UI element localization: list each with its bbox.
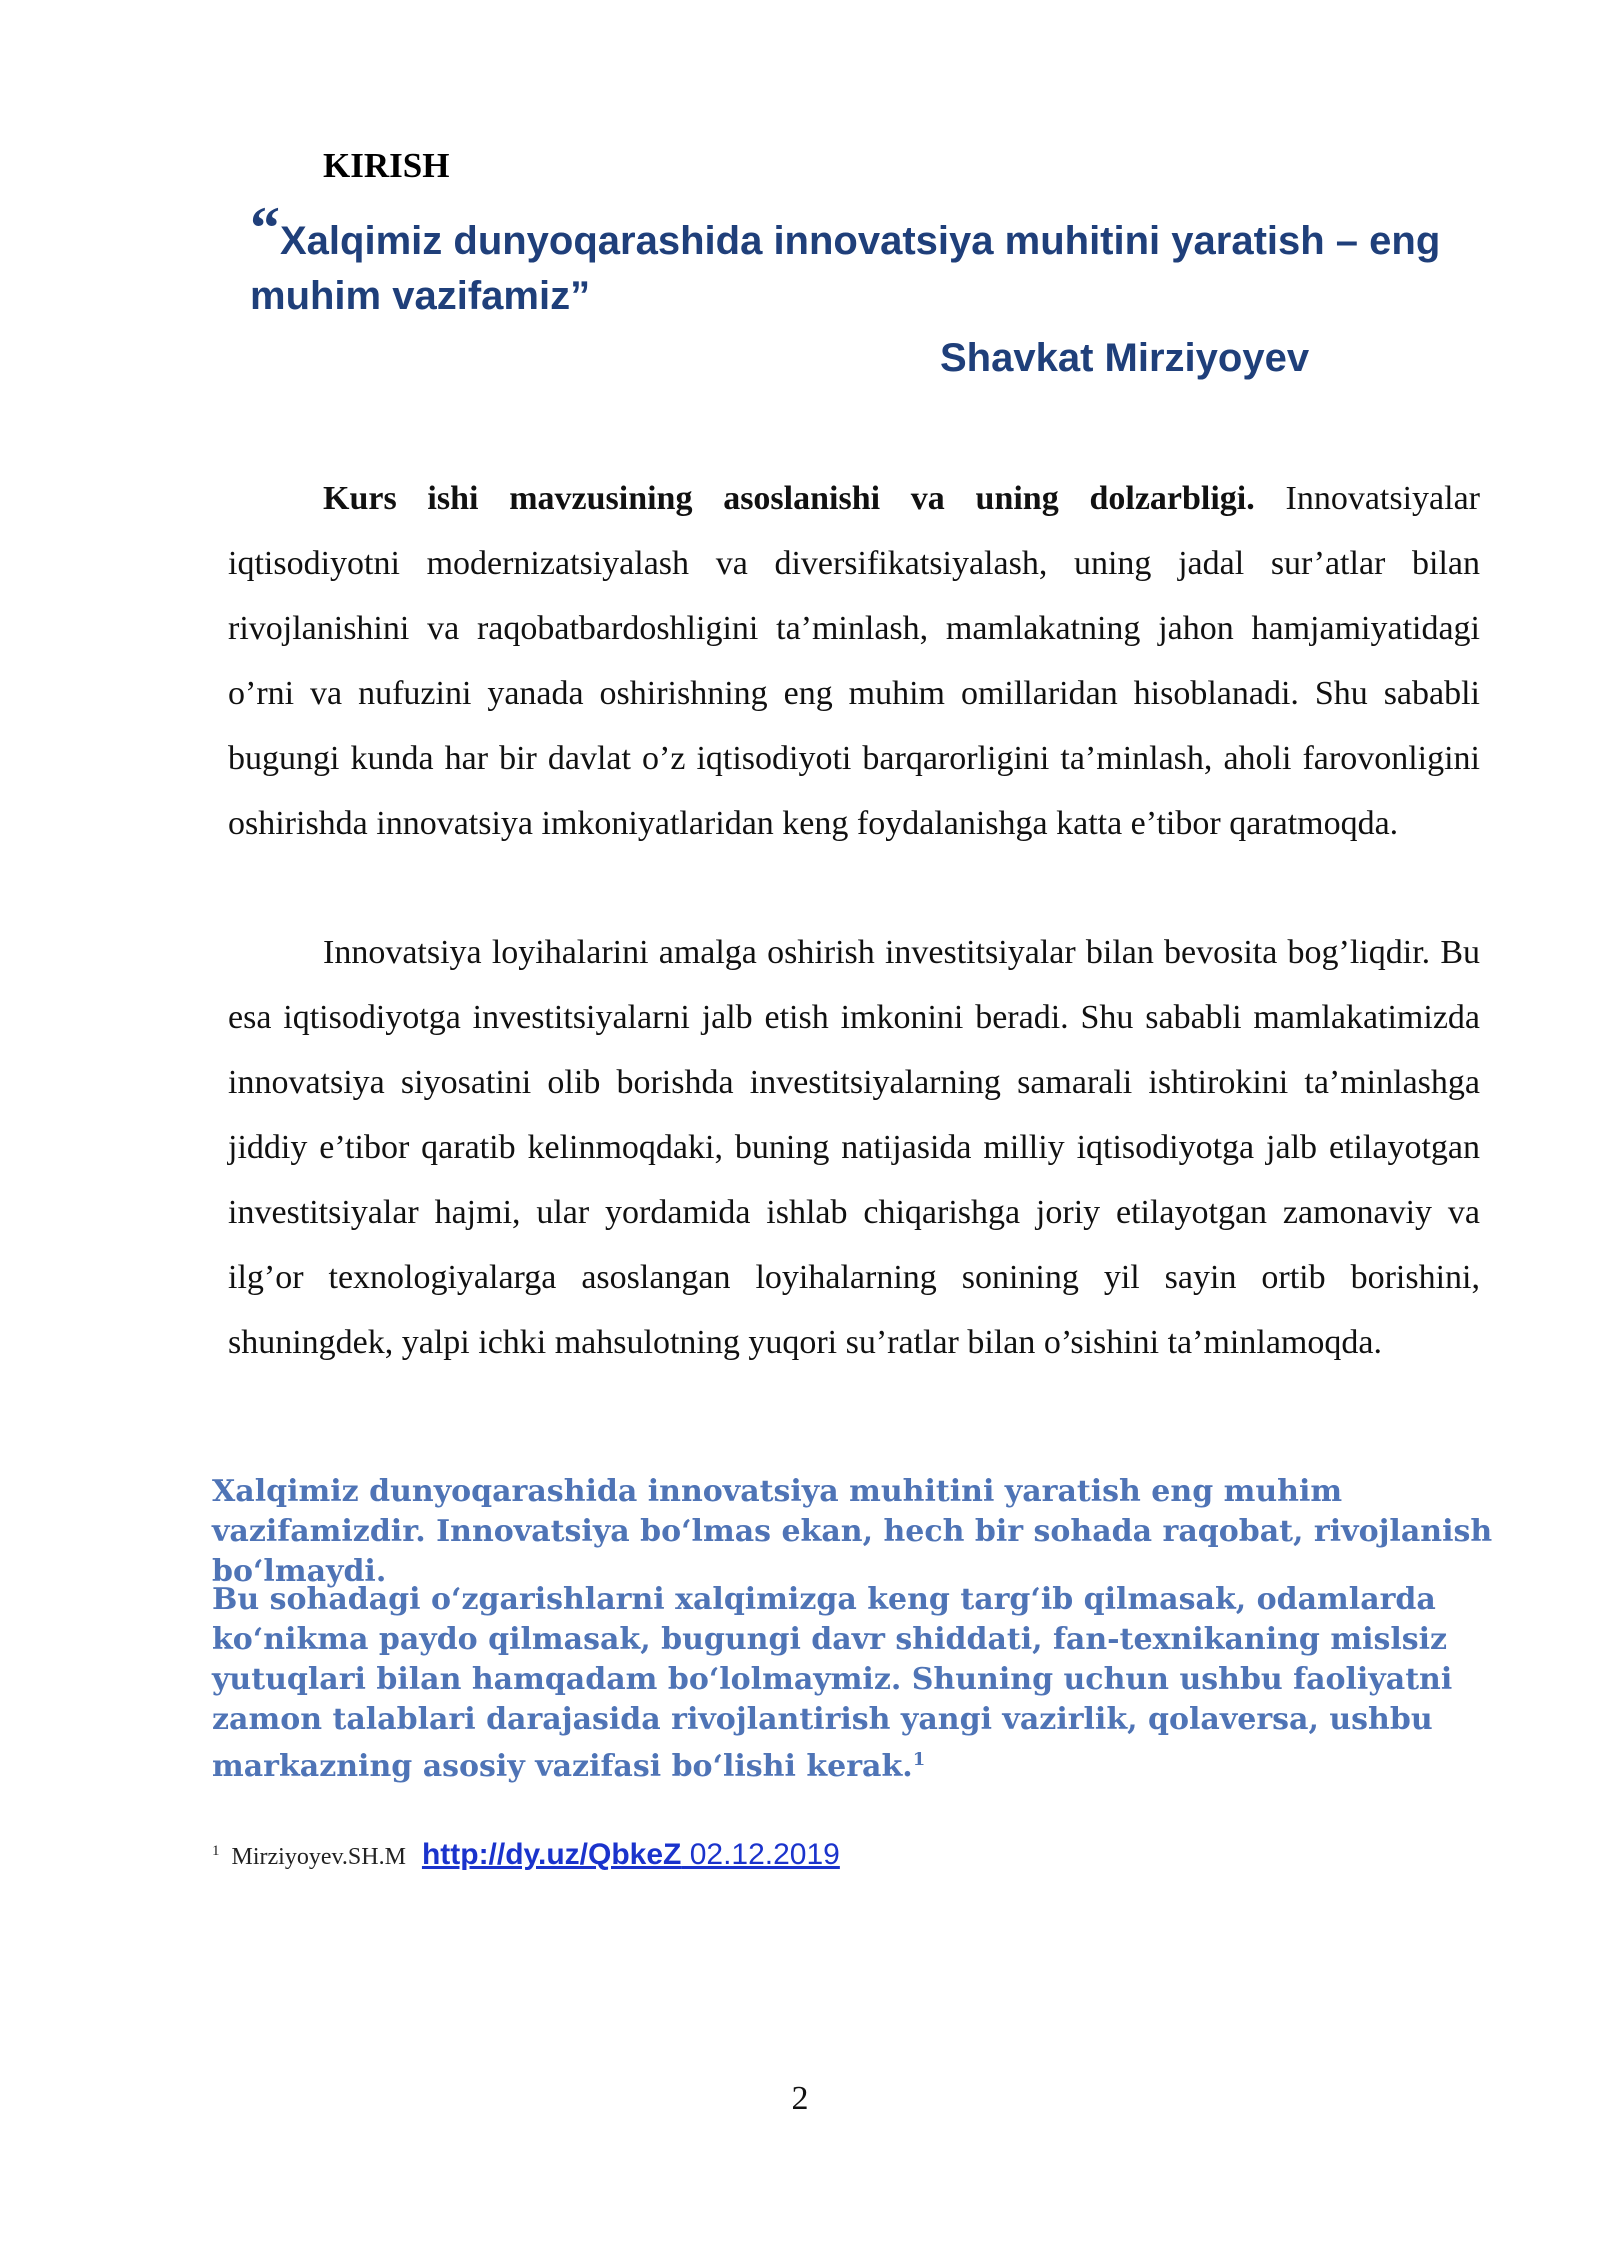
footnote-source: Mirziyoyev.SH.M [231, 1844, 406, 1870]
epigraph-text: Xalqimiz dunyoqarashida innovatsiya muhitini yaratish – eng muhim vazifamiz” [250, 219, 1441, 318]
page-number: 2 [791, 2080, 809, 2117]
paragraph-relevance [228, 466, 1480, 856]
opening-quote-mark: “ [250, 195, 280, 261]
highlight-quote: Xalqimiz dunyoqarashida innovatsiya muhitini yaratish eng muhim vazifamizdir. Innovatsiya boʻlmas ekan, hech bir sohada raqobat, rivojlanish boʻlmaydi. [212, 1474, 1493, 1589]
paragraph-investment [228, 920, 1480, 1375]
highlight-quote-text: Bu sohadagi oʻzgarishlarni xalqimizga keng targʻib qilmasak, odamlarda koʻnikma paydo qilmasak, bugungi davr shiddati, fan-texnikaning mislsiz yutuqlari bilan hamqadam boʻlolmaymiz. Shuning uchun ushbu faoliyatni zamon talablari darajasida rivojlantirish yangi vazirlik, qolaversa, ushbu markazning asosiy vazifasi boʻlishi kerak. [212, 1582, 1453, 1784]
paragraph-text: Innovatsiyalar iqtisodiyotni modernizatsiyalash va diversifikatsiyalash, uning jadal sur’atlar bilan rivojlanishini va raqobatbardoshligini ta’minlash, mamlakatning jahon hamjamiyatidagi o’rni va nufuzini yanada oshirishning eng muhim omillaridan hisoblanadi. Shu sababli bugungi kunda har bir davlat o’z iqtisodiyoti barqarorligini ta’minlash, aholi farovonligini oshirishda innovatsiya imkoniyatlaridan keng foydalanishga katta e’tibor qaratmoqda. [228, 480, 1480, 842]
highlight-quote [212, 1580, 1512, 1787]
epigraph-quote [250, 195, 1470, 324]
epigraph-author: Shavkat Mirziyoyev [940, 336, 1310, 380]
footnote-date[interactable]: 02.12.2019 [681, 1838, 840, 1871]
footnote-link[interactable] [422, 1838, 840, 1871]
footnote-reference[interactable]: 1 [912, 1749, 926, 1770]
footnote-number: 1 [212, 1843, 220, 1859]
footnote-url[interactable]: http://dy.uz/QbkeZ [421, 1838, 682, 1871]
paragraph-lead-heading: Kurs ishi mavzusining asoslanishi va uning dolzarbligi. [323, 480, 1255, 517]
section-heading: KIRISH [323, 146, 450, 185]
footnote [212, 1838, 840, 1872]
paragraph-text: Innovatsiya loyihalarini amalga oshirish investitsiyalar bilan bevosita bog’liqdir. Bu esa iqtisodiyotga investitsiyalarni jalb etish imkonini beradi. Shu sababli mamlakatimizda innovatsiya siyosatini olib borishda investitsiyalarning samarali ishtirokini ta’minlashga jiddiy e’tibor qaratib kelinmoqdaki, buning natijasida milliy iqtisodiyotga jalb etilayotgan investitsiyalar hajmi, ular yordamida ishlab chiqarishga joriy etilayotgan zamonaviy va ilg’or texnologiyalarga asoslangan loyihalarning sonining yil sayin ortib borishini, shuningdek, yalpi ichki mahsulotning yuqori su’ratlar bilan o’sishini ta’minlamoqda. [228, 934, 1480, 1361]
